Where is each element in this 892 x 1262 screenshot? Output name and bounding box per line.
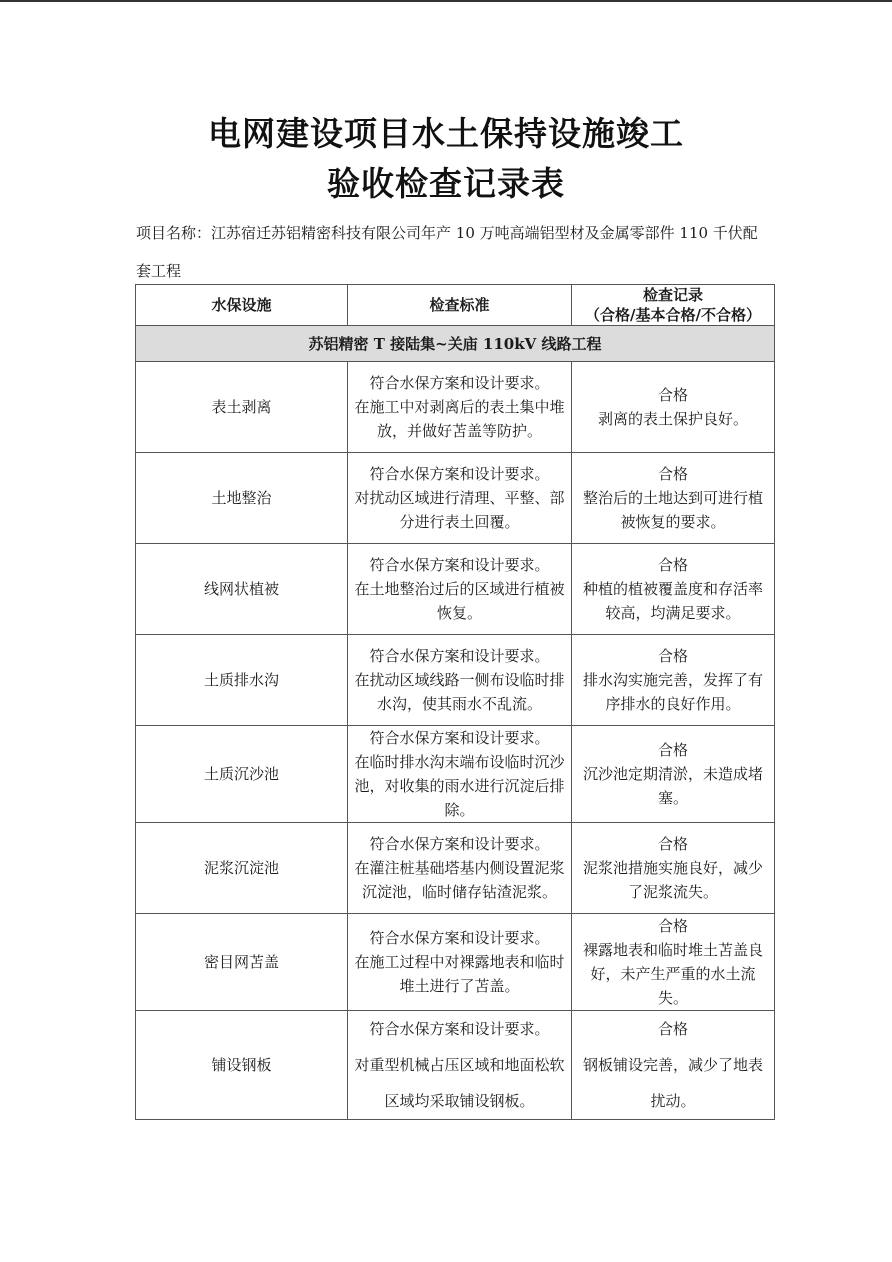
standard-line: 符合水保方案和设计要求。 <box>369 729 550 747</box>
facility-cell: 铺设钢板 <box>136 1011 348 1120</box>
header-record <box>572 285 775 326</box>
header-record-line1: 检查记录 <box>642 286 703 304</box>
standard-cell <box>348 1011 572 1120</box>
standard-detail: 对重型机械占压区域和地面松软区域均采取铺设钢板。 <box>354 1056 565 1110</box>
project-name: 项目名称：江苏宿迁苏铝精密科技有限公司年产 10 万吨高端铝型材及金属零部件 110 千伏配套工程 <box>136 224 758 280</box>
standard-cell <box>348 823 572 914</box>
record-result: 合格 <box>657 1020 688 1038</box>
facility-cell: 密目网苫盖 <box>136 914 348 1011</box>
standard-detail: 对扰动区域进行清理、平整、部分进行表土回覆。 <box>354 489 565 531</box>
standard-cell <box>348 635 572 726</box>
standard-detail: 在土地整治过后的区域进行植被恢复。 <box>354 580 565 622</box>
facility-cell: 表土剥离 <box>136 362 348 453</box>
facility-cell: 线网状植被 <box>136 544 348 635</box>
facility-cell: 土质排水沟 <box>136 635 348 726</box>
facility-cell: 土地整治 <box>136 453 348 544</box>
table-row <box>136 914 775 1011</box>
top-border-line <box>0 0 892 2</box>
table-row <box>136 726 775 823</box>
standard-line: 符合水保方案和设计要求。 <box>369 465 550 483</box>
record-cell <box>572 1011 775 1120</box>
record-detail: 排水沟实施完善，发挥了有序排水的良好作用。 <box>582 671 763 713</box>
standard-line: 符合水保方案和设计要求。 <box>369 1020 550 1038</box>
table-row <box>136 823 775 914</box>
table-row <box>136 1011 775 1120</box>
standard-detail: 在扰动区域线路一侧布设临时排水沟，使其雨水不乱流。 <box>354 671 565 713</box>
record-detail: 泥浆池措施实施良好，减少了泥浆流失。 <box>582 859 763 901</box>
facility-cell: 土质沉沙池 <box>136 726 348 823</box>
record-result: 合格 <box>657 556 688 574</box>
record-detail: 沉沙池定期清淤，未造成堵塞。 <box>582 765 763 807</box>
record-detail: 种植的植被覆盖度和存活率较高，均满足要求。 <box>582 580 763 622</box>
record-result: 合格 <box>657 465 688 483</box>
table-header-row <box>136 285 775 326</box>
table-row <box>136 544 775 635</box>
standard-line: 符合水保方案和设计要求。 <box>369 929 550 947</box>
standard-cell <box>348 362 572 453</box>
record-result: 合格 <box>657 835 688 853</box>
record-cell <box>572 362 775 453</box>
record-cell <box>572 544 775 635</box>
document-title-line1: 电网建设项目水土保持设施竣工 <box>208 114 684 153</box>
standard-line: 符合水保方案和设计要求。 <box>369 647 550 665</box>
header-facility: 水保设施 <box>136 285 348 326</box>
standard-detail: 在灌注桩基础塔基内侧设置泥浆沉淀池，临时储存钻渣泥浆。 <box>354 859 565 901</box>
inspection-table <box>135 284 775 1120</box>
record-cell <box>572 823 775 914</box>
record-detail: 整治后的土地达到可进行植被恢复的要求。 <box>582 489 763 531</box>
record-result: 合格 <box>657 917 688 935</box>
standard-cell <box>348 726 572 823</box>
standard-cell <box>348 914 572 1011</box>
standard-detail: 在施工中对剥离后的表土集中堆放，并做好苫盖等防护。 <box>354 398 565 440</box>
header-record-line2: （合格/基本合格/不合格） <box>585 306 761 324</box>
record-detail: 钢板铺设完善，减少了地表扰动。 <box>582 1056 763 1110</box>
record-cell <box>572 914 775 1011</box>
header-standard: 检查标准 <box>348 285 572 326</box>
record-result: 合格 <box>657 386 688 404</box>
standard-detail: 在施工过程中对裸露地表和临时堆土进行了苫盖。 <box>354 953 565 995</box>
section-row <box>136 326 775 362</box>
table-row <box>136 635 775 726</box>
record-cell <box>572 453 775 544</box>
record-result: 合格 <box>657 741 688 759</box>
table-row <box>136 453 775 544</box>
record-detail: 裸露地表和临时堆土苫盖良好，未产生严重的水土流失。 <box>582 941 763 1007</box>
document-title-line2: 验收检查记录表 <box>327 164 565 203</box>
standard-line: 符合水保方案和设计要求。 <box>369 556 550 574</box>
standard-line: 符合水保方案和设计要求。 <box>369 374 550 392</box>
section-title: 苏铝精密 T 接陆集~关庙 110kV 线路工程 <box>136 326 775 362</box>
record-detail: 剥离的表土保护良好。 <box>597 410 748 428</box>
record-result: 合格 <box>657 647 688 665</box>
record-cell <box>572 726 775 823</box>
standard-line: 符合水保方案和设计要求。 <box>369 835 550 853</box>
standard-cell <box>348 544 572 635</box>
record-cell <box>572 635 775 726</box>
table-row <box>136 362 775 453</box>
standard-detail: 在临时排水沟末端布设临时沉沙池，对收集的雨水进行沉淀后排除。 <box>354 753 565 819</box>
standard-cell <box>348 453 572 544</box>
facility-cell: 泥浆沉淀池 <box>136 823 348 914</box>
